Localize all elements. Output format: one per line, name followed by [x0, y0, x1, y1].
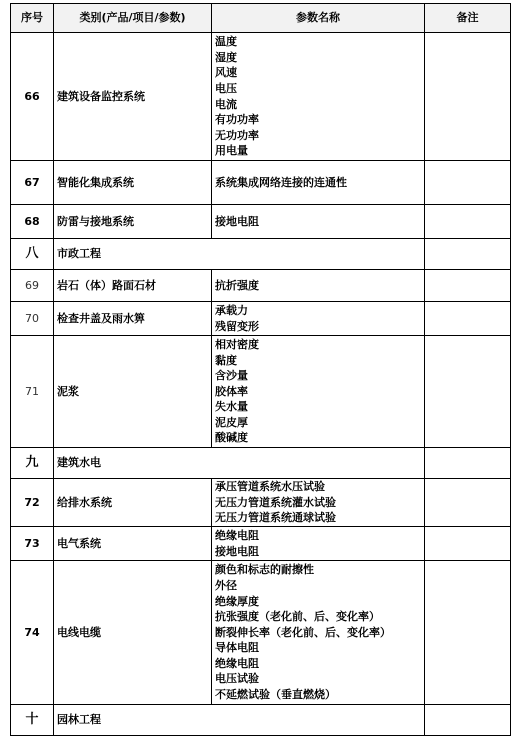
- row-number: 68: [11, 205, 54, 239]
- row-category: 泥浆: [54, 336, 212, 448]
- section-row: [11, 448, 511, 479]
- row-remark: [425, 33, 511, 161]
- param-item: 承载力: [215, 303, 248, 317]
- table-header-row: [11, 4, 511, 33]
- param-item: 接地电阻: [215, 544, 259, 558]
- row-remark: [425, 479, 511, 527]
- param-item: 电压试验: [215, 672, 259, 686]
- row-number: 66: [11, 33, 54, 161]
- row-remark: [425, 161, 511, 205]
- row-params: [212, 161, 425, 205]
- row-number: 71: [11, 336, 54, 448]
- param-item: 电压: [215, 81, 237, 95]
- table-row: [11, 302, 511, 336]
- param-item: 残留变形: [215, 319, 259, 333]
- row-category: 电线电缆: [54, 561, 212, 705]
- row-params: [212, 336, 425, 448]
- row-remark: [425, 561, 511, 705]
- param-item: 酸碱度: [215, 431, 248, 445]
- param-item: 承压管道系统水压试验: [215, 480, 325, 494]
- row-params: [212, 479, 425, 527]
- param-item: 用电量: [215, 144, 248, 158]
- param-item: 失水量: [215, 400, 248, 414]
- row-remark: [425, 302, 511, 336]
- section-row: [11, 705, 511, 736]
- section-row: [11, 239, 511, 270]
- row-number: 73: [11, 527, 54, 561]
- row-remark: [425, 270, 511, 302]
- section-title: 市政工程: [54, 239, 425, 270]
- row-params: [212, 205, 425, 239]
- header-params: 参数名称: [212, 4, 425, 33]
- section-number: 九: [11, 448, 54, 479]
- row-remark: [425, 205, 511, 239]
- param-item: 导体电阻: [215, 641, 259, 655]
- header-category: 类别(产品/项目/参数): [54, 4, 212, 33]
- param-item: 湿度: [215, 50, 237, 64]
- row-number: 72: [11, 479, 54, 527]
- param-item: 抗折强度: [215, 278, 259, 292]
- row-params: [212, 561, 425, 705]
- row-number: 74: [11, 561, 54, 705]
- param-item: 绝缘厚度: [215, 594, 259, 608]
- row-category: 建筑设备监控系统: [54, 33, 212, 161]
- row-category: 给排水系统: [54, 479, 212, 527]
- table-row: [11, 270, 511, 302]
- row-params: [212, 33, 425, 161]
- section-number: 十: [11, 705, 54, 736]
- section-title: 建筑水电: [54, 448, 425, 479]
- param-item: 接地电阻: [215, 214, 259, 228]
- header-no: 序号: [11, 4, 54, 33]
- row-remark: [425, 448, 511, 479]
- header-remark: 备注: [425, 4, 511, 33]
- row-category: 智能化集成系统: [54, 161, 212, 205]
- row-category: 岩石（体）路面石材: [54, 270, 212, 302]
- row-params: [212, 527, 425, 561]
- param-item: 泥皮厚: [215, 415, 248, 429]
- param-item: 绝缘电阻: [215, 528, 259, 542]
- row-number: 70: [11, 302, 54, 336]
- param-item: 不延燃试验（垂直燃烧）: [215, 688, 336, 702]
- row-remark: [425, 705, 511, 736]
- row-remark: [425, 239, 511, 270]
- param-item: 绝缘电阻: [215, 656, 259, 670]
- table-row: [11, 479, 511, 527]
- table-row: [11, 205, 511, 239]
- param-item: 颜色和标志的耐擦性: [215, 563, 314, 577]
- param-item: 电流: [215, 97, 237, 111]
- param-item: 风速: [215, 66, 237, 80]
- table-row: [11, 527, 511, 561]
- row-params: [212, 270, 425, 302]
- param-item: 相对密度: [215, 337, 259, 351]
- parameter-table: [10, 3, 511, 736]
- param-item: 外径: [215, 578, 237, 592]
- table-row: [11, 336, 511, 448]
- row-number: 69: [11, 270, 54, 302]
- row-category: 检查井盖及雨水箅: [54, 302, 212, 336]
- param-item: 黏度: [215, 353, 237, 367]
- param-item: 无功功率: [215, 128, 259, 142]
- param-item: 抗张强度（老化前、后、变化率）: [215, 610, 380, 624]
- table-row: [11, 161, 511, 205]
- row-remark: [425, 336, 511, 448]
- param-item: 断裂伸长率（老化前、后、变化率）: [215, 625, 391, 639]
- section-number: 八: [11, 239, 54, 270]
- param-item: 无压力管道系统灌水试验: [215, 495, 336, 509]
- row-remark: [425, 527, 511, 561]
- table-row: [11, 33, 511, 161]
- section-title: 园林工程: [54, 705, 425, 736]
- table-row: [11, 561, 511, 705]
- row-params: [212, 302, 425, 336]
- row-category: 防雷与接地系统: [54, 205, 212, 239]
- row-category: 电气系统: [54, 527, 212, 561]
- parameter-table-document: [10, 3, 511, 736]
- param-item: 温度: [215, 35, 237, 49]
- param-item: 有功功率: [215, 113, 259, 127]
- param-item: 胶体率: [215, 384, 248, 398]
- param-item: 含沙量: [215, 369, 248, 383]
- row-number: 67: [11, 161, 54, 205]
- param-item: 系统集成网络连接的连通性: [215, 175, 347, 189]
- param-item: 无压力管道系统通球试验: [215, 511, 336, 525]
